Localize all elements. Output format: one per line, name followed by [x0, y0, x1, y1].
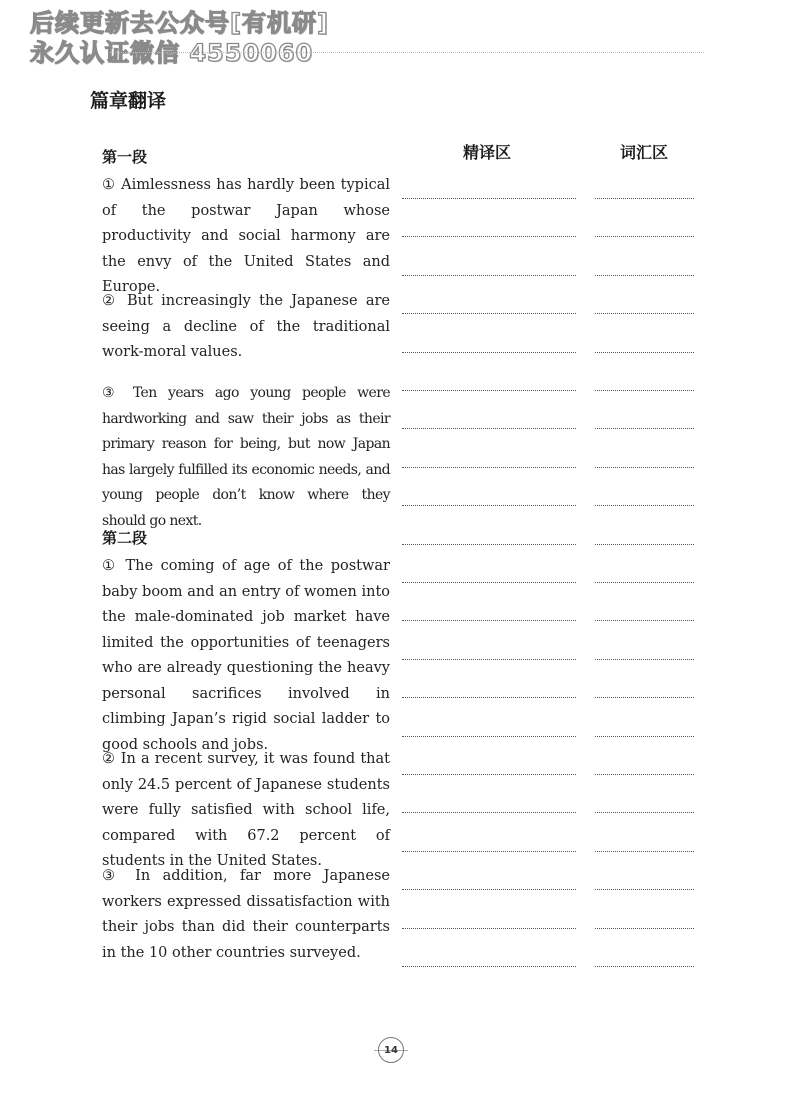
vocabulary-write-line[interactable] [595, 851, 694, 852]
translation-write-line[interactable] [402, 851, 576, 852]
paragraph-1-heading: 第一段 [102, 148, 148, 166]
watermark-line-2: 永久认证微信 4550060 [30, 39, 314, 67]
translation-write-line[interactable] [402, 352, 576, 353]
paragraph-2-sentence-2: ② In a recent survey, it was found that only 24.5 percent of Japanese students were fully satisfied with school life, compared with 67.2 percent of students in the United States. [102, 751, 390, 869]
watermark [30, 8, 329, 68]
translation-write-line[interactable] [402, 582, 576, 583]
vocabulary-write-line[interactable] [595, 889, 694, 890]
translation-write-line[interactable] [402, 889, 576, 890]
translation-write-line[interactable] [402, 736, 576, 737]
vocabulary-column-header: 词汇区 [620, 143, 669, 162]
translation-write-line[interactable] [402, 774, 576, 775]
paragraph-1-sentence-2: ② But increasingly the Japanese are seeing a decline of the traditional work-moral values. [102, 293, 390, 360]
vocabulary-write-line[interactable] [595, 659, 694, 660]
translation-write-line[interactable] [402, 198, 576, 199]
vocabulary-write-line[interactable] [595, 198, 694, 199]
translation-write-line[interactable] [402, 928, 576, 929]
translation-write-line[interactable] [402, 505, 576, 506]
vocabulary-write-line[interactable] [595, 697, 694, 698]
header-rule [110, 52, 704, 53]
translation-write-line[interactable] [402, 428, 576, 429]
translation-write-line[interactable] [402, 275, 576, 276]
vocabulary-write-line[interactable] [595, 736, 694, 737]
paragraph-1-sentence-3: ③ Ten years ago young people were hardworking and saw their jobs as their primary reason for being, but now Japan has largely fulfilled its economic needs, and young people don’t know where they should go next. [102, 385, 390, 529]
vocabulary-write-line[interactable] [595, 774, 694, 775]
translation-write-line[interactable] [402, 313, 576, 314]
vocabulary-write-line[interactable] [595, 352, 694, 353]
vocabulary-write-line[interactable] [595, 505, 694, 506]
translation-write-line[interactable] [402, 697, 576, 698]
vocabulary-write-line[interactable] [595, 390, 694, 391]
translation-write-line[interactable] [402, 390, 576, 391]
vocabulary-write-line[interactable] [595, 275, 694, 276]
translation-column-header: 精译区 [463, 143, 512, 162]
translation-write-line[interactable] [402, 659, 576, 660]
paragraph-2-heading: 第二段 [102, 529, 148, 547]
translation-write-line[interactable] [402, 236, 576, 237]
paragraph-2-sentence-3: ③ In addition, far more Japanese workers expressed dissatisfaction with their jobs than did their counterparts in the 10 other countries surveyed. [102, 868, 390, 961]
vocabulary-write-line[interactable] [595, 928, 694, 929]
section-title: 篇章翻译 [90, 90, 167, 112]
watermark-line-1: 后续更新去公众号[有机研] [30, 9, 329, 37]
page-number: 14 [378, 1037, 404, 1063]
vocabulary-write-line[interactable] [595, 313, 694, 314]
paragraph-1-sentence-1: ① Aimlessness has hardly been typical of the postwar Japan whose productivity and social harmony are the envy of the United States and Europe. [102, 177, 390, 295]
vocabulary-write-line[interactable] [595, 812, 694, 813]
translation-write-line[interactable] [402, 812, 576, 813]
vocabulary-write-line[interactable] [595, 582, 694, 583]
translation-write-line[interactable] [402, 467, 576, 468]
translation-write-line[interactable] [402, 966, 576, 967]
vocabulary-write-line[interactable] [595, 544, 694, 545]
vocabulary-write-line[interactable] [595, 428, 694, 429]
vocabulary-write-line[interactable] [595, 236, 694, 237]
translation-write-line[interactable] [402, 620, 576, 621]
translation-write-line[interactable] [402, 544, 576, 545]
vocabulary-write-line[interactable] [595, 620, 694, 621]
paragraph-2-sentence-1: ① The coming of age of the postwar baby boom and an entry of women into the male-dominated job market have limited the opportunities of teenagers who are already questioning the heavy personal sacrifices involved in climbing Japan’s rigid social ladder to good schools and jobs. [102, 558, 390, 753]
vocabulary-write-line[interactable] [595, 966, 694, 967]
vocabulary-write-line[interactable] [595, 467, 694, 468]
